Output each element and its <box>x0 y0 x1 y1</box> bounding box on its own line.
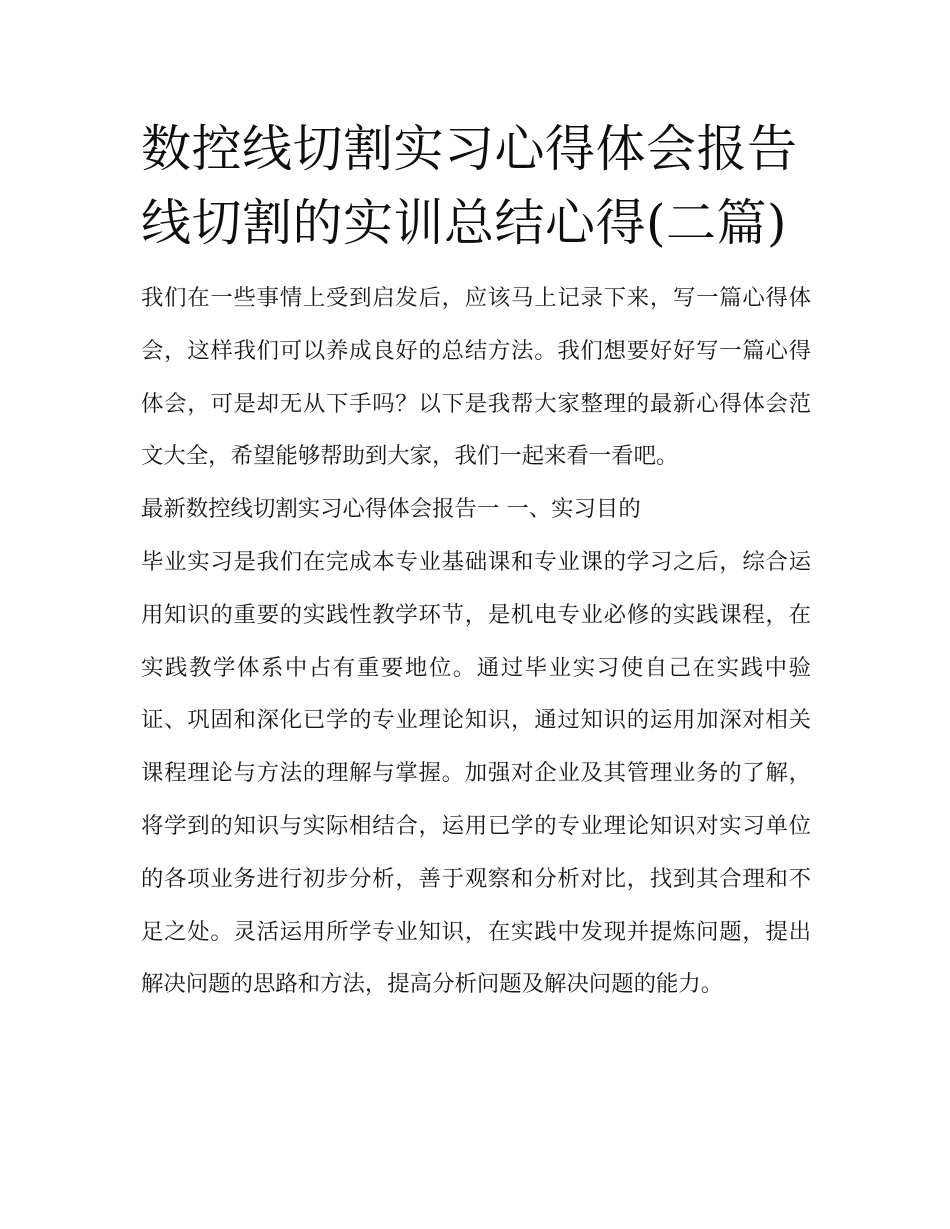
document-title <box>141 112 811 260</box>
body-paragraph: 毕业实习是我们在完成本专业基础课和专业课的学习之后，综合运用知识的重要的实践性教学环节，是机电专业必修的实践课程，在实践教学体系中占有重要地位。通过毕业实习使自己在实践中验证、巩固和深化已学的专业理论知识，通过知识的运用加深对相关课程理论与方法的理解与掌握。加强对企业及其管理业务的了解，将学到的知识与实际相结合，运用已学的专业理论知识对实习单位的各项业务进行初步分析，善于观察和分析对比，找到其合理和不足之处。灵活运用所学专业知识，在实践中发现并提炼问题，提出解决问题的思路和方法，提高分析问题及解决问题的能力。 <box>141 548 811 998</box>
section-heading: 最新数控线切割实习心得体会报告一 一、实习目的 <box>141 496 641 523</box>
title-line-1: 数控线切割实习心得体会报告 <box>141 120 798 178</box>
title-line-2: 线切割的实训总结心得(二篇) <box>141 194 788 252</box>
intro-paragraph: 我们在一些事情上受到启发后，应该马上记录下来，写一篇心得体会，这样我们可以养成良好的总结方法。我们想要好好写一篇心得体会，可是却无从下手吗？以下是我帮大家整理的最新心得体会范文大全，希望能够帮助到大家，我们一起来看一看吧。 <box>141 285 811 470</box>
document-content <box>141 112 811 1011</box>
